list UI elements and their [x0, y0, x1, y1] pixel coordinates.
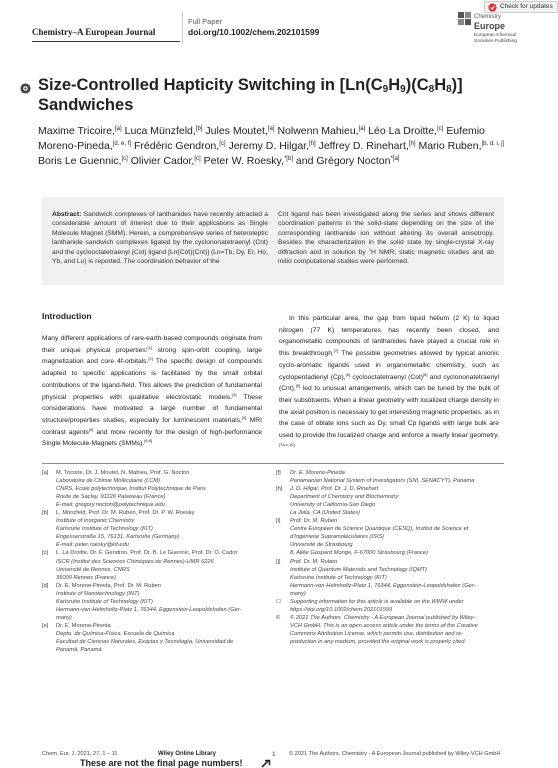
- abstract-column-2: Cnt ligand has been investigated along the series and shows different coordination patterns in the solid-state depending on the size of the corresponding lanthanide ion without altering its overall anisotropy. Besides the characterization in the solid state by single-crystal X-ray diffraction and in solution by $^1$H NMR, static magnetic studies and ab initio computational studies were performed.: [278, 211, 494, 266]
- doi-link[interactable]: doi.org/10.1002/chem.202101599: [188, 27, 320, 37]
- footnote-line: 8, Allée Gaspard Monge, F-67000 Strasbourg (France): [290, 550, 428, 557]
- page-number: 1: [272, 751, 276, 758]
- footnote-line: Department of Chemistry and Biochemistry: [290, 494, 399, 501]
- footnote-line: https://doi.org/10.1002/chem.202101599: [290, 606, 393, 613]
- footnote-line: Facultad de Ciencias Naturales, Exactas y Tecnología, Universidad de: [56, 638, 234, 645]
- footnote-tag: [i]: [276, 518, 281, 525]
- abstract-box: [42, 197, 504, 285]
- footnote-line: Dr. E. Moreno-Pineda: [56, 622, 111, 629]
- footnote-line: Engesserstraße 15, 76131, Karlsruhe (Germany): [56, 534, 180, 541]
- footnote-line: Dr. E. Moreno-Pineda: [290, 470, 345, 476]
- publisher-logo-line2: Europe: [474, 21, 506, 31]
- footer-publisher: Wiley Online Library: [158, 751, 216, 757]
- footnote-line: Université de Strasbourg: [290, 542, 353, 549]
- footnote-line: Karlsruhe Institute of Technology (KIT): [290, 574, 387, 581]
- footnote-entry: [276, 558, 502, 598]
- footnote-entry: [276, 485, 502, 517]
- footnote-line: Institute of Inorganic Chemistry: [56, 518, 135, 525]
- footnote-line: VCH GmbH. This is an open access article under the terms of the Creative: [290, 622, 478, 629]
- footnote-line: Institute of Nanotechnology (INT): [56, 590, 140, 597]
- footnote-tag: ©: [276, 614, 281, 621]
- footnote-line: Hermann-von-Helmholtz-Platz 1, 76344, Eggenstein-Leopoldshafen (Ger-: [290, 582, 476, 589]
- footnote-line: E-mail: gregory.nocton@polytechnique.edu: [56, 502, 165, 509]
- footnote-line: Panamanian National System of Investigators (SNI, SENACYT), Panama: [290, 478, 475, 485]
- introduction-left-column: Many different applications of rare-earth-based compounds originate from their unique physical properties:[1] strong spin-orbit coupling, large magnetization and core 4f-orbitals.[2] The specific design of compounds adapted to specific applications is facilitated by the small orbital contributions of the ligand-field. This allows the prediction of fundamental physical properties with qualitative electrostatic models.[3] These considerations have motivated a large number of fundamental structure/properties studies, especially for luminescent materials,[4] MRI contrast agents[5] and more recently for the design of high-performance Single Molecule-Magnets (SMMs).[6-8]: [42, 335, 262, 448]
- footnote-tag: [d]: [42, 582, 49, 589]
- footnote-entry: [276, 517, 502, 557]
- footnote-entry: [42, 469, 262, 509]
- introduction-right-column: In this particular area, the gap from liquid helium (2 K) to liquid nitrogen (77 K) temperatures has recently been closed, and organometallic compounds of lanthanides have played a crucial role in this breakthrough.[7] The possible geometries allowed by typical anionic cyclo-aromatic ligands used in organometallic chemistry, such as cyclopentadienyl (Cp),[6] cyclooctatetraenyl (Cot)[8] and cyclononatetraenyl (Cnt),[9] led to unusual arrangements, which can be tuned by the bulk of their substituents. When a linear geometry with localized charge density in the axial position is necessary to get interesting magnetic properties, as in the case of oblate ions such as Dy, small Cp ligands with large bulk are used to provide the localized charge and enforce a nearly linear geometry.[7a-c,10]: [279, 315, 500, 447]
- footnote-tag: [e]: [42, 622, 49, 629]
- footnote-line: Dr. E. Moreno-Pineda, Prof. Dr. M. Ruben: [56, 582, 161, 589]
- footnote-line: Karlsruhe Institute of Technology (KIT): [56, 526, 153, 533]
- footnote-line: Hermann-von-Helmholtz-Platz 1, 76344, Eggenstein-Leopoldshafen (Ger-: [56, 606, 242, 613]
- abstract-column-1: [52, 210, 268, 267]
- footnote-rule: [42, 463, 504, 464]
- footnote-line: CNRS, Ecole polytechnique, Institut Polytechnique de Paris: [56, 486, 206, 493]
- footnote-tag: [a]: [42, 470, 49, 476]
- footnote-entry: [42, 549, 262, 581]
- footnote-line: Depto. de Química-Física, Escuela de Química: [56, 630, 175, 637]
- footer-license: © 2021 The Authors. Chemistry - A European Journal published by Wiley-VCH GmbH: [289, 751, 501, 757]
- check-updates-label: Check for updates: [500, 3, 553, 10]
- footnote-tag: [b]: [42, 510, 49, 517]
- footnote-line: Route de Saclay, 91120 Palaiseau (France): [56, 494, 166, 501]
- footnote-tag: ☐: [276, 598, 282, 605]
- publisher-logo: [458, 8, 538, 52]
- footnote-tag: [c]: [42, 550, 49, 557]
- footnote-entry: [42, 509, 262, 549]
- not-final-notice: These are not the final page numbers!: [80, 758, 243, 768]
- article-bullet-icon: [20, 83, 31, 94]
- footnote-line: La Jolla, CA (United States): [290, 510, 360, 517]
- footnote-line: production in any medium, provided the original work is properly cited.: [290, 638, 467, 645]
- footnotes-right: [276, 469, 502, 646]
- footnote-line: ISCR (Institut des Sciences Chimiques de Rennes)-UMR 6226: [56, 558, 214, 565]
- footnote-line: University of California-San Diego: [290, 502, 376, 509]
- header-divider: [182, 12, 183, 44]
- footnote-entry: [276, 469, 502, 485]
- abstract-label: Abstract:: [52, 211, 82, 218]
- author-list: Maxime Tricoire,[a] Luca Münzfeld,[b] Jules Moutet,[a] Nolwenn Mahieu,[a] Léo La Droitte,[c] Eufemio Moreno-Pineda,[d, e, f] Frédéric Gendron,[c] Jeremy D. Hilgar,[h] Jeffrey D. Rinehart,[h] Mario Ruben,[b, d, i, j] Boris Le Guennic,[c] Olivier Cador,[c] Peter W. Roesky,$^{*[b]}$ and Grégory Nocton$^{*[a]}$: [38, 125, 505, 168]
- footnote-line: Karlsruhe Institute of Technology (KIT): [56, 598, 153, 605]
- footnote-tag: [f]: [276, 470, 281, 476]
- abstract-text-1: Sandwich complexes of lanthanides have recently attracted a considerable amount of interest due to their applications as Single Molecule Magnet (SMM). Herein, a comprehensive series of heteroleptic lanthanide sandwich complexes ligated by the cyclononatetraenyl (Cnt) and the cyclooctatetraenyl (Cot) ligand [Ln(Cot)(Cnt)] (Ln=Tb, Dy, Er, Ho, Yb, and Lu) is reported. The coordination behavior of the: [52, 211, 268, 266]
- footnote-line: J. D. Hilgar, Prof. Dr. J. D. Rinehart: [290, 486, 379, 493]
- footnote-entry: [276, 598, 502, 614]
- footer-citation: Chem. Eur. J. 2021, 27, 1 – 11: [42, 751, 118, 757]
- publisher-logo-line1: Chemistry: [474, 14, 502, 20]
- footnote-line: many): [56, 614, 72, 621]
- introduction-heading: Introduction: [42, 311, 92, 321]
- article-type: Full Paper: [188, 17, 223, 26]
- footnote-line: L. Münzfeld, Prof. Dr. M. Ruben, Prof. Dr. P. W. Roesky: [56, 510, 195, 517]
- footnote-entry: [42, 582, 262, 622]
- check-updates-button[interactable]: [484, 1, 558, 13]
- footnote-line: © 2021 The Authors. Chemistry - A European Journal published by Wiley-: [290, 614, 476, 621]
- footnote-line: 35000 Rennes (France): [56, 574, 117, 581]
- footnote-line: Institute of Quantum Materials and Technology (IQMT): [290, 566, 427, 573]
- arrow-icon: [261, 759, 273, 768]
- footnote-line: Commons Attribution License, which permits use, distribution and re-: [290, 630, 464, 637]
- footnote-line: many): [290, 590, 306, 597]
- article-title: Size-Controlled Hapticity Switching in $[Ln(C_9H_9)(C_8H_8)]$ Sandwiches: [38, 76, 463, 114]
- footnote-line: Panamá, Panamá: [56, 647, 102, 654]
- publisher-logo-line3: European Chemical Societies Publishing: [474, 33, 517, 44]
- footnote-entry: [42, 622, 262, 654]
- footnote-line: Université de Rennes, CNRS: [56, 566, 130, 573]
- footnote-line: Prof. Dr. M. Ruben: [290, 558, 338, 565]
- footnote-entry: [276, 614, 502, 646]
- footnote-line: E-mail: peter.roesky@kit.edu: [56, 542, 129, 549]
- header-rule: [32, 41, 180, 42]
- chemistry-europe-logo-icon: [458, 12, 472, 30]
- journal-name: Chemistry–A European Journal: [32, 27, 156, 37]
- footnote-line: Centre Européen de Science Quantique (CESQ), Institut de Science et: [290, 526, 469, 533]
- footnote-tag: [j]: [276, 558, 281, 565]
- footnote-line: Supporting information for this article is available on the WWW under: [290, 598, 464, 605]
- footnote-line: L. La Droitte, Dr. F. Gendron, Prof. Dr. B. Le Guennic, Prof. Dr. O. Cador: [56, 550, 238, 557]
- footnotes-left: [42, 469, 262, 654]
- footnote-line: d'Ingénierie Supramoléculaires (ISIS): [290, 534, 385, 541]
- footnote-tag: [h]: [276, 486, 283, 493]
- footnote-line: Prof. Dr. M. Ruben: [290, 518, 338, 525]
- footnote-line: M. Tricoire, Dr. J. Moutet, N. Mahieu, Prof. G. Nocton: [56, 470, 190, 476]
- footnote-line: Laboratoire de Chimie Moléculaire (LCM): [56, 478, 160, 485]
- check-updates-icon: [488, 3, 497, 12]
